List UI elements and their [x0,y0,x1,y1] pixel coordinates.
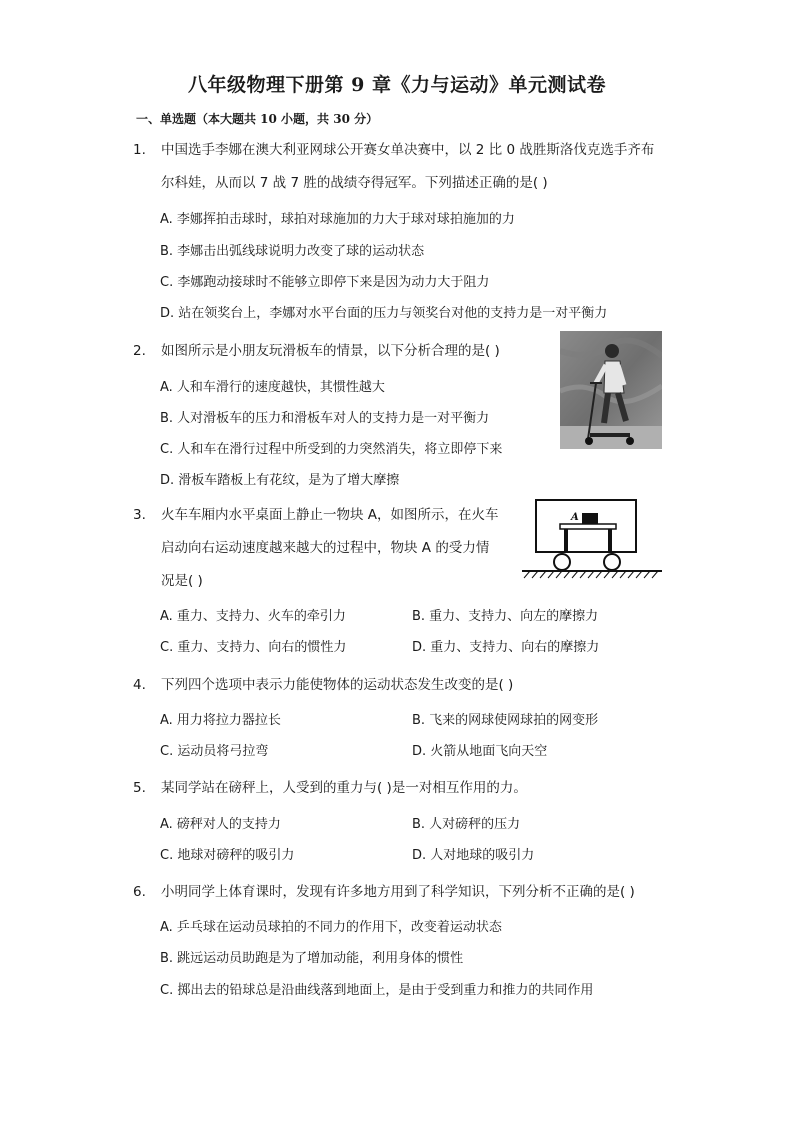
question-5-number: 5. [133,780,146,796]
question-5-option-d: D. 人对地球的吸引力 [412,848,535,863]
question-1-option-d: D. 站在领奖台上，李娜对水平台面的压力与领奖台对他的支持力是一对平衡力 [160,306,608,321]
question-6-option-c: C. 掷出去的铅球总是沿曲线落到地面上，是由于受到重力和推力的共同作用 [160,983,594,998]
question-3-option-c: C. 重力、支持力、向右的惯性力 [160,640,347,655]
train-car-diagram [520,496,665,580]
question-4-option-d: D. 火箭从地面飞向天空 [412,744,548,759]
question-4-line-1 [161,670,513,700]
table-top [560,524,616,529]
question-3-number: 3. [133,507,146,523]
question-1-number: 1. [133,142,146,158]
question-5-line-1-text-b: 是一对相互作用的力。 [391,780,527,796]
table-leg [608,529,612,552]
question-5-option-c: C. 地球对磅秤的吸引力 [160,848,295,863]
question-6-line-1-text: 小明同学上体育课时，发现有许多地方用到了科学知识，下列分析不正确的是 [161,884,620,900]
question-2-number: 2. [133,343,146,359]
question-4-number: 4. [133,677,146,693]
question-3-option-d: D. 重力、支持力、向右的摩擦力 [412,640,600,655]
block-a [582,513,598,524]
table-leg [564,529,568,552]
ground-hatching [524,571,658,578]
question-6-option-b: B. 跳远运动员助跑是为了增加动能，利用身体的惯性 [160,951,464,966]
question-1-option-c: C. 李娜跑动接球时不能够立即停下来是因为动力大于阻力 [160,275,490,290]
question-1-line-2-text: 尔科娃，从而以 7 战 7 胜的战绩夺得冠军。下列描述正确的是 [161,175,533,191]
wheel [554,554,570,570]
question-4-option-c: C. 运动员将弓拉弯 [160,744,269,759]
section-heading: 一、单选题（本大题共 10 小题，共 30 分） [136,112,379,126]
question-1-option-b: B. 李娜击出弧线球说明力改变了球的运动状态 [160,244,425,259]
answer-blank: ( ) [498,677,514,693]
question-2-option-c: C. 人和车在滑行过程中所受到的力突然消失，将立即停下来 [160,442,503,457]
question-1-line-1: 中国选手李娜在澳大利亚网球公开赛女单决赛中，以 2 比 0 战胜斯洛伐克选手齐布 [161,142,655,158]
question-2-option-a: A. 人和车滑行的速度越快，其惯性越大 [160,380,385,395]
question-3-line-3 [161,566,203,596]
question-3-line-2: 启动向右运动速度越来越大的过程中，物块 A 的受力情 [161,540,490,556]
question-2-line-1 [161,336,500,366]
question-6-option-a: A. 乒乓球在运动员球拍的不同力的作用下，改变着运动状态 [160,920,502,935]
question-3-option-a: A. 重力、支持力、火车的牵引力 [160,609,346,624]
answer-blank: ( ) [620,884,635,900]
exam-title: 八年级物理下册第 9 章《力与运动》单元测试卷 [188,74,606,96]
question-2-line-1-text: 如图所示是小朋友玩滑板车的情景，以下分析合理的是 [161,343,485,359]
question-3-option-b: B. 重力、支持力、向左的摩擦力 [412,609,599,624]
question-1-line-2 [161,168,548,198]
question-2-option-d: D. 滑板车踏板上有花纹，是为了增大摩擦 [160,473,400,488]
answer-blank: ( ) [188,573,203,589]
answer-blank: ( ) [485,343,500,359]
answer-blank: ( ) [377,780,392,796]
question-2-option-b: B. 人对滑板车的压力和滑板车对人的支持力是一对平衡力 [160,411,490,426]
block-a-label: A [571,512,579,523]
question-4-option-b: B. 飞来的网球使网球拍的网变形 [412,713,599,728]
question-6-line-1 [161,877,635,907]
scooter-photo [560,331,662,449]
question-3-line-1: 火车车厢内水平桌面上静止一物块 A，如图所示，在火车 [161,507,499,523]
question-5-line-1 [161,773,527,803]
question-6-number: 6. [133,884,146,900]
wheel [604,554,620,570]
question-5-option-b: B. 人对磅秤的压力 [412,817,521,832]
question-1-option-a: A. 李娜挥拍击球时，球拍对球施加的力大于球对球拍施加的力 [160,212,515,227]
question-5-option-a: A. 磅秤对人的支持力 [160,817,281,832]
question-5-line-1-text-a: 某同学站在磅秤上，人受到的重力与 [161,780,377,796]
question-4-option-a: A. 用力将拉力器拉长 [160,713,281,728]
question-4-line-1-text: 下列四个选项中表示力能使物体的运动状态发生改变的是 [161,677,499,693]
answer-blank: ( ) [532,175,548,191]
question-3-line-3-text: 况是 [161,573,188,589]
